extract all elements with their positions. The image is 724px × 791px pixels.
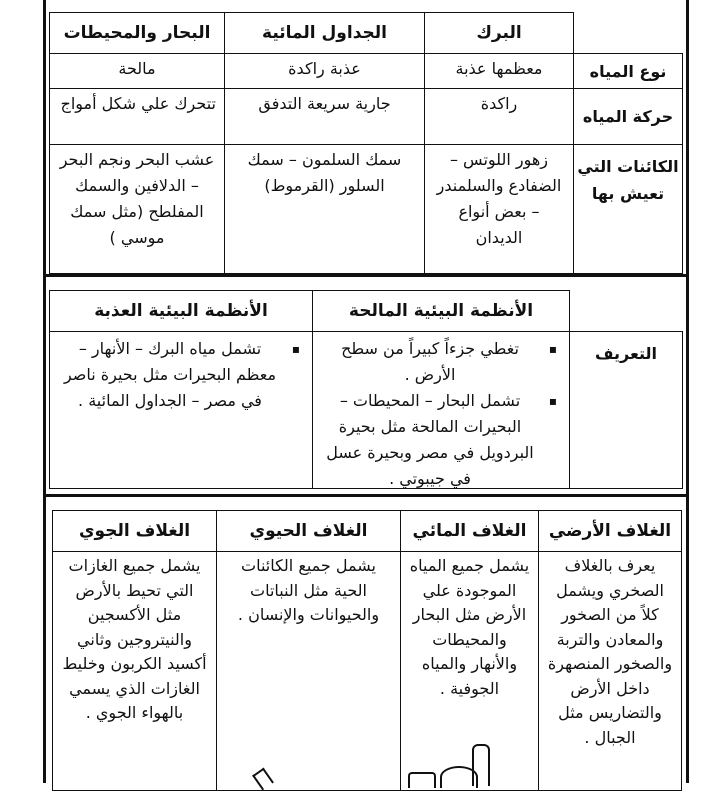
cell-ponds-organisms: زهور اللوتس – الضفادع والسلمندر – بعض أنواع الديدان [424,144,574,274]
section-divider [43,494,689,497]
cell-streams-organisms: سمك السلمون – سمك السلور (القرموط) [224,144,425,274]
header-atmosphere: الغلاف الجوي [52,510,217,552]
fresh-definition-list [60,336,304,414]
header-lithosphere: الغلاف الأرضي [538,510,682,552]
row-label-organisms: الكائنات التي تعيش بها [573,144,683,274]
row-label-water-type: نوع المياه [573,53,683,89]
header-hydrosphere: الغلاف المائي [400,510,539,552]
cell-seas-water-movement: تتحرك علي شكل أمواج [49,88,225,145]
header-fresh-ecosystems: الأنظمة البيئية العذبة [49,290,313,332]
salt-definition-list [323,336,561,489]
cell-streams-water-movement: جارية سريعة التدفق [224,88,425,145]
beaker-drawing [440,766,478,788]
cell-seas-water-type: مالحة [49,53,225,89]
list-item: ▪ تغطي جزءاً كبيراً من سطح الأرض . [323,336,537,388]
header-biosphere: الغلاف الحيوي [216,510,401,552]
header-streams: الجداول المائية [224,12,425,54]
cell-ponds-water-movement: راكدة [424,88,574,145]
cell-seas-organisms: عشب البحر ونجم البحر – الدلافين والسمك المفلطح (مثل سمك موسي ) [49,144,225,274]
cell-ponds-water-type: معظمها عذبة [424,53,574,89]
cell-hydrosphere-definition: يشمل جميع المياه الموجودة علي الأرض مثل البحار والمحيطات والأنهار والمياه الجوفية . [400,551,539,791]
header-seas: البحار والمحيطات [49,12,225,54]
row-label-definition: التعريف [569,331,683,489]
list-item: ▪ تشمل البحار – المحيطات – البحيرات المالحة مثل بحيرة البردويل في مصر وبحيرة عسل في جيبوتي . [323,388,537,489]
row-label-water-movement: حركة المياه [573,88,683,145]
list-item: ▪ تشمل مياه البرك – الأنهار – معظم البحيرات مثل بحيرة ناصر في مصر – الجداول المائية . [60,336,280,414]
section-divider [43,274,689,277]
header-ponds: البرك [424,12,574,54]
cell-lithosphere-definition: يعرف بالغلاف الصخري ويشمل كلاً من الصخور والمعادن والتربة والصخور المنصهرة داخل الأرض والتضاريس مثل الجبال . [538,551,682,791]
cell-streams-water-type: عذبة راكدة [224,53,425,89]
cell-atmosphere-definition: يشمل جميع الغازات التي تحيط بالأرض مثل الأكسجين والنيتروجين وثاني أكسيد الكربون وخليط الغازات الذي يسمي بالهواء الجوي . [52,551,217,791]
cell-biosphere-definition: يشمل جميع الكائنات الحية مثل النباتات والحيوانات والإنسان . [216,551,401,791]
page-right-border [686,0,689,783]
header-salt-ecosystems: الأنظمة البيئية المالحة [312,290,570,332]
cell-fresh-definition [49,331,313,489]
cell-salt-definition [312,331,570,489]
page-left-border [43,0,46,783]
tube-drawing [408,772,436,788]
